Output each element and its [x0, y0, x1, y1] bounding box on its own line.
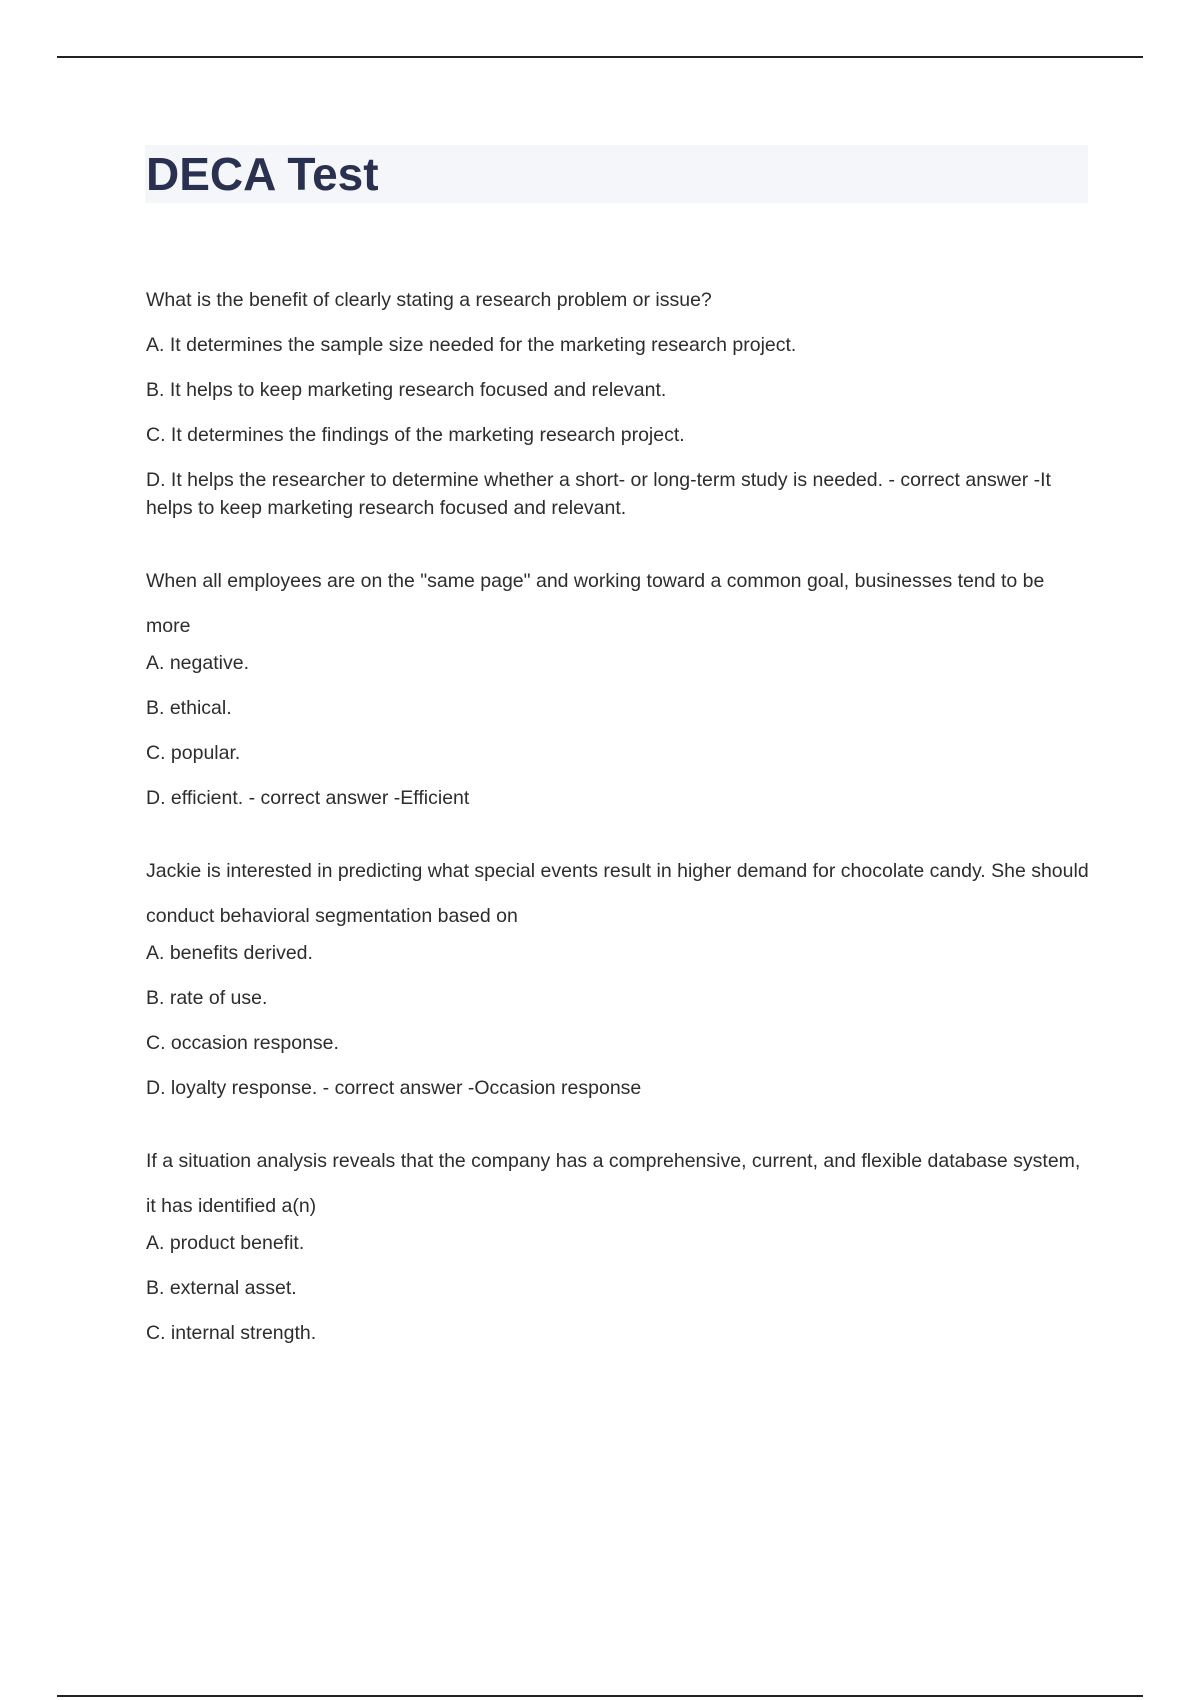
answer-option: D. It helps the researcher to determine whether a short- or long-term study is needed. - correct answer -It helps to keep marketing research focused and relevant. [146, 469, 1051, 519]
question-2 [146, 559, 1091, 812]
question-3 [146, 849, 1091, 1102]
answer-option: D. loyalty response. - correct answer -Occasion response [146, 1077, 642, 1099]
question-prompt: When all employees are on the "same page" and working toward a common goal, businesses tend to be more [146, 570, 1045, 637]
bottom-rule [57, 1695, 1143, 1697]
question-list [146, 286, 1091, 1392]
question-4 [146, 1139, 1091, 1347]
answer-option: A. product benefit. [146, 1232, 305, 1254]
question-prompt: What is the benefit of clearly stating a research problem or issue? [146, 289, 712, 311]
answer-option: C. internal strength. [146, 1322, 317, 1344]
answer-option: D. efficient. - correct answer -Efficient [146, 787, 470, 809]
question-1 [146, 286, 1091, 522]
answer-option: B. It helps to keep marketing research focused and relevant. [146, 379, 667, 401]
answer-option: B. rate of use. [146, 987, 268, 1009]
answer-option: B. ethical. [146, 697, 232, 719]
answer-option: B. external asset. [146, 1277, 297, 1299]
answer-option: A. benefits derived. [146, 942, 313, 964]
answer-option: A. It determines the sample size needed for the marketing research project. [146, 334, 797, 356]
top-rule [57, 56, 1143, 58]
question-prompt: Jackie is interested in predicting what special events result in higher demand for chocolate candy. She should conduct behavioral segmentation based on [146, 860, 1089, 927]
question-prompt: If a situation analysis reveals that the company has a comprehensive, current, and flexible database system, it has identified a(n) [146, 1150, 1081, 1217]
answer-option: C. It determines the findings of the marketing research project. [146, 424, 685, 446]
answer-option: C. popular. [146, 742, 241, 764]
page-title: DECA Test [146, 148, 379, 200]
answer-option: C. occasion response. [146, 1032, 339, 1054]
answer-option: A. negative. [146, 652, 249, 674]
